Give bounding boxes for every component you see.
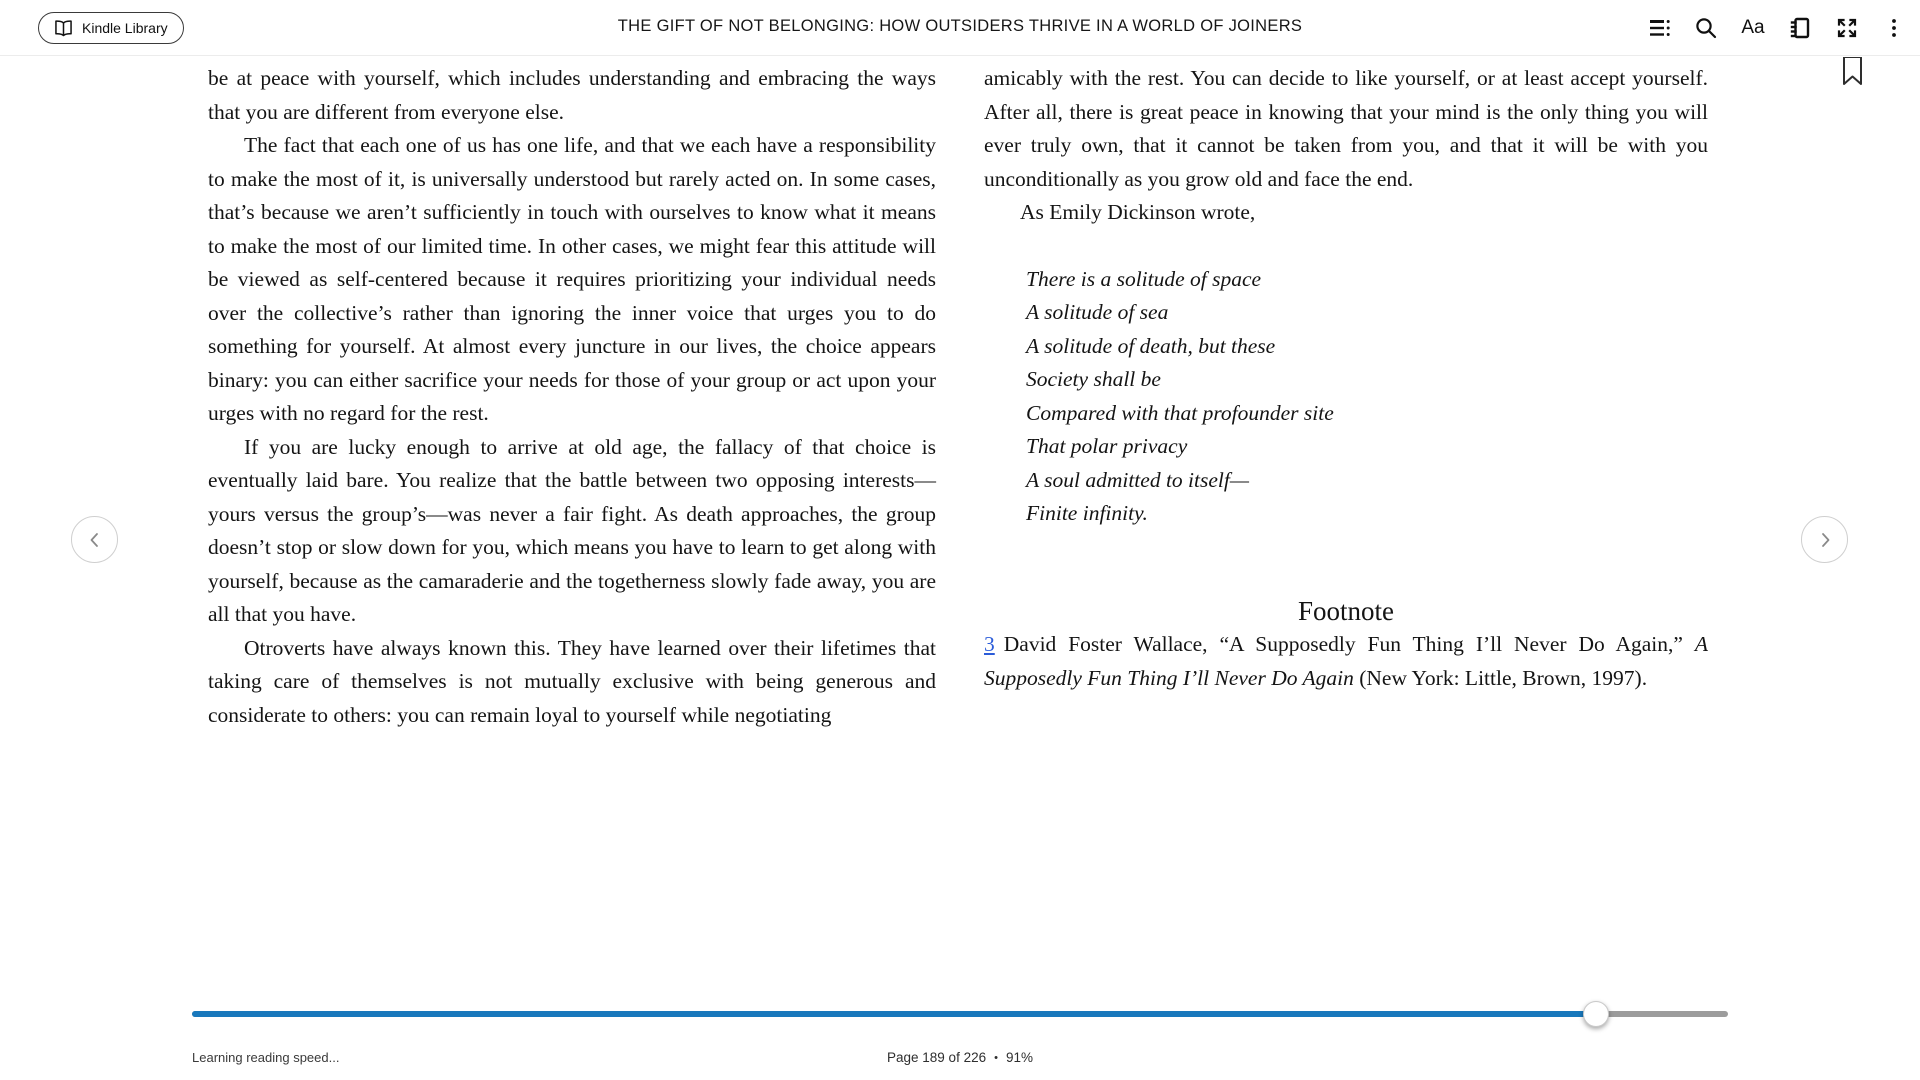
poem-block <box>1026 263 1708 531</box>
paragraph: As Emily Dickinson wrote, <box>1020 200 1256 224</box>
footnote-text <box>984 628 1708 695</box>
poem-line: A solitude of death, but these <box>1026 333 1276 358</box>
footnote-book-title: A Supposedly Fun Thing I’ll Never Do Again <box>984 632 1708 690</box>
next-page-button[interactable] <box>1801 516 1848 563</box>
page-info <box>887 1050 1033 1065</box>
prev-page-button[interactable] <box>71 516 118 563</box>
toc-icon <box>1647 16 1671 40</box>
slider-handle[interactable] <box>1583 1001 1609 1027</box>
chevron-left-icon <box>86 531 104 549</box>
progress-fill <box>192 1011 1597 1017</box>
search-icon <box>1694 16 1718 40</box>
kindle-library-button[interactable] <box>38 12 184 44</box>
right-page-column <box>984 55 1708 695</box>
fullscreen-icon <box>1835 16 1859 40</box>
book-title: THE GIFT OF NOT BELONGING: HOW OUTSIDERS THRIVE IN A WORLD OF JOINERS <box>617 17 1303 35</box>
footnote-citation-part1: David Foster Wallace, “A Supposedly Fun Thing I’ll Never Do Again,” <box>1003 632 1695 656</box>
poem-line: Compared with that profounder site <box>1026 400 1334 425</box>
left-page-column <box>208 55 936 732</box>
top-bar <box>0 0 1920 56</box>
footnote-link[interactable]: 3 <box>984 632 995 656</box>
right-column-paragraphs <box>984 62 1708 230</box>
kindle-library-label: Kindle Library <box>82 20 168 36</box>
progress-slider[interactable] <box>192 1011 1728 1017</box>
poem-line: There is a solitude of space <box>1026 266 1262 291</box>
paragraph: be at peace with yourself, which includes understanding and embracing the ways that you are different from everyone else. <box>208 66 936 124</box>
paragraph: The fact that each one of us has one life, and that we each have a responsibility to make the most of it, is universally understood but rarely acted on. In some cases, that’s because we aren’t sufficiently in touch with ourselves to know what it means to make the most of our limited time. In other cases, we might fear this attitude will be viewed as self-centered because it requires prioritizing your individual needs over the collective’s rather than ignoring the inner voice that urges you to do something for yourself. At almost every juncture in our lives, the choice appears binary: you can either sacrifice your needs for those of your group or act upon your urges with no regard for the rest. <box>208 133 936 425</box>
font-settings-icon: Aa <box>1741 16 1765 38</box>
percent-label: 91% <box>1005 1050 1033 1065</box>
header-actions <box>1646 0 1907 55</box>
separator-dot: • <box>994 1051 998 1064</box>
progress-track[interactable] <box>192 1011 1728 1017</box>
poem-line: That polar privacy <box>1026 434 1188 458</box>
notebook-icon <box>1788 16 1812 40</box>
paragraph: If you are lucky enough to arrive at old age, the fallacy of that choice is eventually laid bare. You realize that the battle between two opposing interests—yours versus the group’s—was never a fair fight. As death approaches, the group doesn’t stop or slow down for you, which means you have to learn to get along with yourself, because as the camaraderie and the togetherness slowly fade away, you are all that you have. <box>208 434 936 626</box>
poem-line: Finite infinity. <box>1026 501 1148 525</box>
poem-line: Society shall be <box>1026 367 1161 391</box>
overflow-menu-button[interactable] <box>1881 15 1907 41</box>
fullscreen-button[interactable] <box>1834 15 1860 41</box>
search-button[interactable] <box>1693 15 1719 41</box>
chevron-right-icon <box>1816 531 1834 549</box>
poem-line: A solitude of sea <box>1026 300 1169 324</box>
font-settings-button[interactable] <box>1740 15 1766 41</box>
paragraph: amicably with the rest. You can decide to like yourself, or at least accept yourself. After all, there is great peace in knowing that your mind is the only thing you will ever truly own, that it cannot be taken from you, and that it will be with you unconditionally as you grow old and face the end. <box>984 66 1708 191</box>
notebook-button[interactable] <box>1787 15 1813 41</box>
reading-speed-status: Learning reading speed... <box>192 1050 340 1065</box>
overflow-menu-icon <box>1882 16 1906 40</box>
bookmark-icon[interactable] <box>1842 57 1863 92</box>
poem-line: A soul admitted to itself— <box>1026 467 1249 492</box>
page-label: Page 189 of 226 <box>887 1050 987 1065</box>
toc-button[interactable] <box>1646 15 1672 41</box>
footnote-citation-part2: (New York: Little, Brown, 1997). <box>1353 665 1648 690</box>
paragraph: Otroverts have always known this. They have learned over their lifetimes that taking care of themselves is not mutually exclusive with being generous and considerate to others: you can remain loyal to yourself while negotiating <box>208 635 936 727</box>
open-book-icon <box>54 20 73 37</box>
footnote-heading: Footnote <box>1297 595 1394 626</box>
